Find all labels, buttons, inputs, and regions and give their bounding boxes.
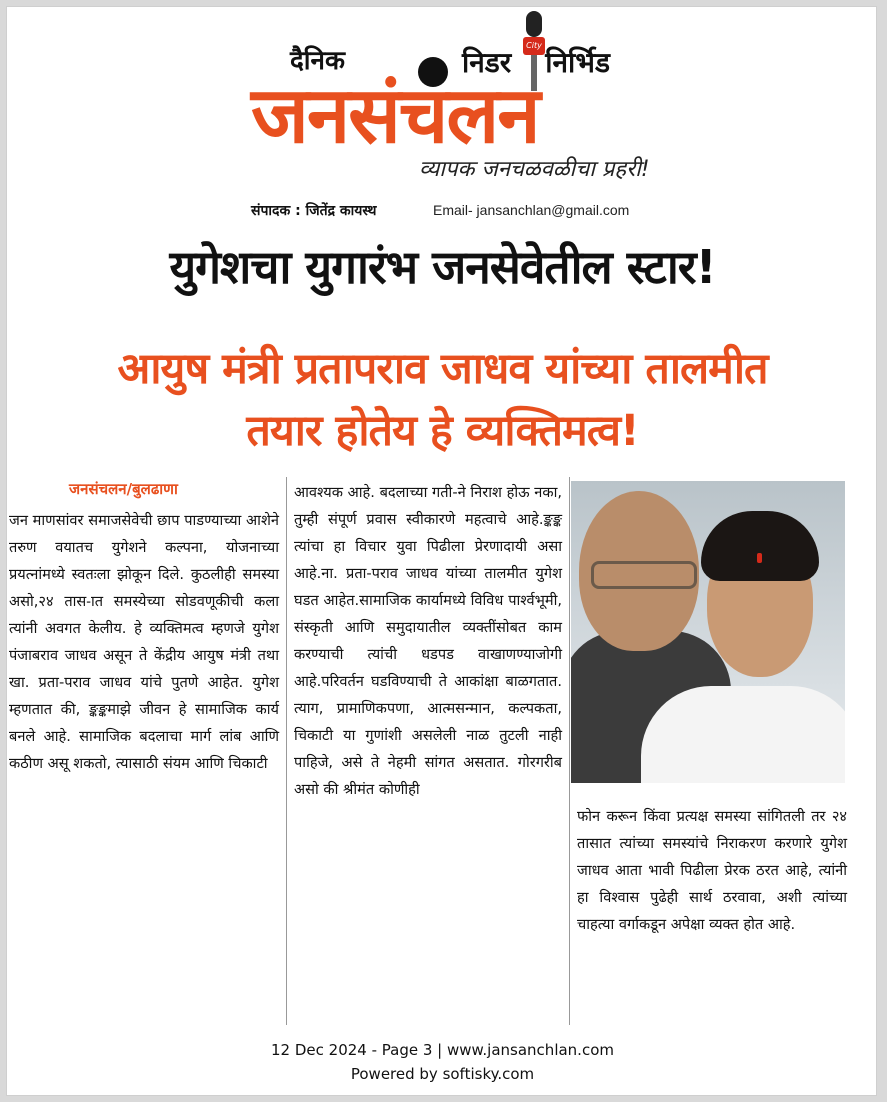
article-photo: [571, 481, 845, 783]
contact-email: Email- jansanchlan@gmail.com: [433, 202, 630, 218]
article-column-3: फोन करून किंवा प्रत्यक्ष समस्या सांगितली तर २४ तासात त्यांच्या समस्यांचे निराकरण करणारे युगेश जाधव आता भावी पिढीला प्रेरक ठरत आहे, त्यांनी हा विश्वास पुढेही सार्थ ठरवावा, अशी त्यांच्या चाहत्या वर्गाकडून अपेक्षा व्यक्त होत आहे.: [577, 808, 847, 933]
newspaper-page: [6, 6, 877, 1096]
page-footer-date: 12 Dec 2024 - Page 3 | www.jansanchlan.com: [271, 1041, 614, 1059]
microphone-icon: City: [521, 11, 547, 91]
dateline: जनसंचलन/बुलढाणा: [69, 480, 178, 498]
column-divider: [569, 477, 570, 1025]
masthead: [7, 7, 878, 232]
tag-bold: निर्भिड: [545, 46, 610, 79]
tag-fearless: निडर: [462, 46, 512, 79]
editor-credit: संपादक : जितेंद्र कायस्थ: [251, 203, 377, 219]
page-footer-credit: Powered by softisky.com: [350, 1065, 535, 1083]
column-divider: [286, 477, 287, 1025]
newspaper-logo: जनसंचलन: [251, 71, 539, 161]
article-column-1: जन माणसांवर समाजसेवेची छाप पाडण्याच्या आशेने तरुण वयातच युगेशने कल्पना, योजनाच्या प्रयत्नांमध्ये स्वतःला झोकून दिले. कुठलीही समस्या असो,२४ तास-ात समस्येच्या सोडवणूकीची कला त्यांनी अवगत केलीय. हे व्यक्तिमत्व म्हणजे युगेश पंजाबराव जाधव असून ते केंद्रीय आयुष मंत्री तथा खा. प्रता-पराव जाधव यांचे पुतणे आहेत. युगेश म्हणतात की, ङ्कङ्कमाझे जीवन हे सामाजिक कार्य बनले आहे. सामाजिक बदलाचा मार्ग लांब आणि कठीण असू शकतो, त्यासाठी संयम आणि चिकाटी: [9, 512, 279, 772]
sub-headline-line-1: आयुष मंत्री प्रतापराव जाधव यांच्या तालमीत: [117, 344, 768, 394]
slogan: व्यापक जनचळवळीचा प्रहरी!: [419, 157, 650, 182]
daily-label: दैनिक: [290, 46, 345, 76]
main-headline: युगेशचा युगारंभ जनसेवेतील स्टार!: [169, 240, 716, 294]
sub-headline-line-2: तयार होतेय हे व्यक्तिमत्व!: [246, 406, 639, 456]
article-column-2: आवश्यक आहे. बदलाच्या गती-ने निराश होऊ नका, तुम्ही संपूर्ण प्रवास स्वीकारणे महत्वाचे आहे.ङ्कङ्क त्यांचा हा विचार युवा पिढीला प्रेरणादायी असा आहे.ना. प्रता-पराव जाधव यांच्या तालमीत युगेश घडत आहेत.सामाजिक कार्यामध्ये विविध पार्श्वभूमी, संस्कृती आणि समुदायातील व्यक्तींसोबत काम करण्याची त्यांची धडपड वाखाणण्याजोगी आहे.परिवर्तन घडविण्याची ते आकांक्षा बाळगतात. त्याग, प्रामाणिकपणा, आत्मसन्मान, कल्पकता, चिकाटी या गुणांशी असलेली नाळ तुटली नाही पाहिजे, असे ते नेहमी सांगत असतात. गोरगरीब असो की श्रीमंत कोणीही: [294, 484, 562, 798]
